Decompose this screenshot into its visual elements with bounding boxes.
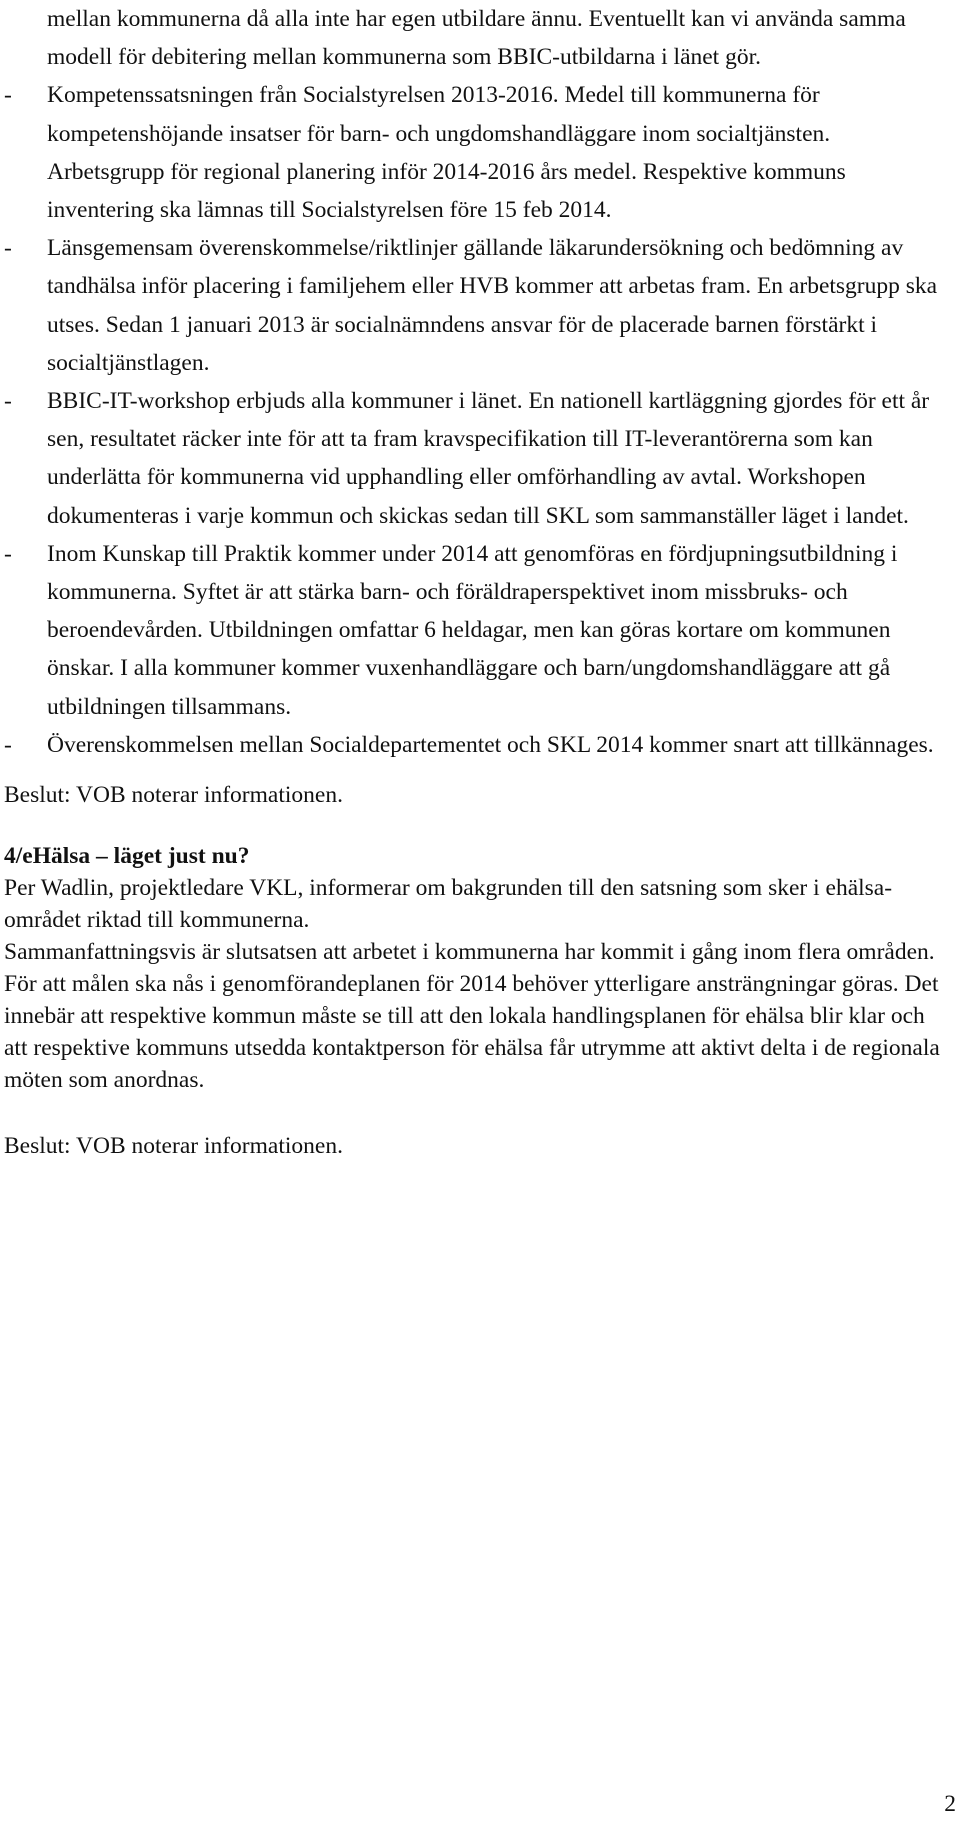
page-number: 2: [944, 1791, 956, 1817]
section-heading: 4/eHälsa – läget just nu?: [4, 843, 250, 870]
bullet-text: Inom Kunskap till Praktik kommer under 2014 att genomföras en fördjupningsutbildning i kommunerna. Syftet är att stärka barn- och föräldraperspektivet inom missbruks- och beroendevården. Utbildningen omfattar 6 heldagar, men kan göras kortare om kommunen önskar. I alla kommuner kommer vuxenhandläggare och barn/ungdomshandläggare att gå utbildningen tillsammans.: [47, 540, 898, 720]
bullet-item-kunskap-till-praktik: [4, 535, 949, 726]
bullet-item-overenskommelsen: [4, 726, 949, 764]
bullet-text: Länsgemensam överenskommelse/riktlinjer gällande läkarundersökning och bedömning av tandhälsa inför placering i familjehem eller HVB kommer att arbetas fram. En arbetsgrupp ska utses. Sedan 1 januari 2013 är socialnämndens ansvar för de placerade barnen förstärkt i socialtjänstlagen.: [47, 235, 938, 376]
section-paragraph-summary: Sammanfattningsvis är slutsatsen att arbetet i kommunerna har kommit i gång inom flera områden. För att målen ska nås i genomförandeplanen för 2014 behöver ytterligare ansträngningar göras. Det innebär att respektive kommun måste se till att den lokala handlingsplanen för ehälsa blir klar och att respektive kommuns utsedda kontaktperson för ehälsa får utrymme att aktivt delta i de regionala möten som anordnas.: [4, 939, 940, 1094]
bullet-text: Kompetenssatsningen från Socialstyrelsen 2013-2016. Medel till kommunerna för kompetenshöjande insatser för barn- och ungdomshandläggare inom socialtjänsten. Arbetsgrupp för regional planering inför 2014-2016 års medel. Respektive kommuns inventering ska lämnas till Socialstyrelsen före 15 feb 2014.: [47, 82, 846, 224]
bullet-text: Överenskommelsen mellan Socialdepartementet och SKL 2014 kommer snart att tillkännages.: [47, 731, 934, 758]
bullet-dash: -: [4, 388, 12, 415]
bullet-dash: -: [4, 540, 12, 567]
bullet-item-kompetenssatsning: [4, 76, 949, 229]
bullet-item-bbic-it: [4, 382, 949, 535]
decision-paragraph: Beslut: VOB noterar informationen.: [4, 1133, 343, 1160]
bullet-dash: -: [4, 82, 12, 109]
bullet-dash: -: [4, 731, 12, 758]
bullet-list: [4, 76, 949, 764]
bullet-item-lansgemensam: [4, 229, 949, 382]
decision-paragraph: Beslut: VOB noterar informationen.: [4, 782, 343, 809]
document-page: [4, 0, 949, 1162]
bullet-text: BBIC-IT-workshop erbjuds alla kommuner i länet. En nationell kartläggning gjordes för ett år sen, resultatet räcker inte för att ta fram kravspecifikation till IT-leverantörerna som kan underlätta för kommunerna vid upphandling eller omförhandling av avtal. Workshopen dokumenteras i varje kommun och skickas sedan till SKL som sammanställer läget i landet.: [47, 388, 930, 529]
bullet-dash: -: [4, 235, 12, 262]
intro-continuation: mellan kommunerna då alla inte har egen utbildare ännu. Eventuellt kan vi använda samma modell för debitering mellan kommunerna som BBIC-utbildarna i länet gör.: [47, 6, 906, 71]
section-paragraph-intro: Per Wadlin, projektledare VKL, informerar om bakgrunden till den satsning som sker i ehälsa-området riktad till kommunerna.: [4, 875, 893, 934]
